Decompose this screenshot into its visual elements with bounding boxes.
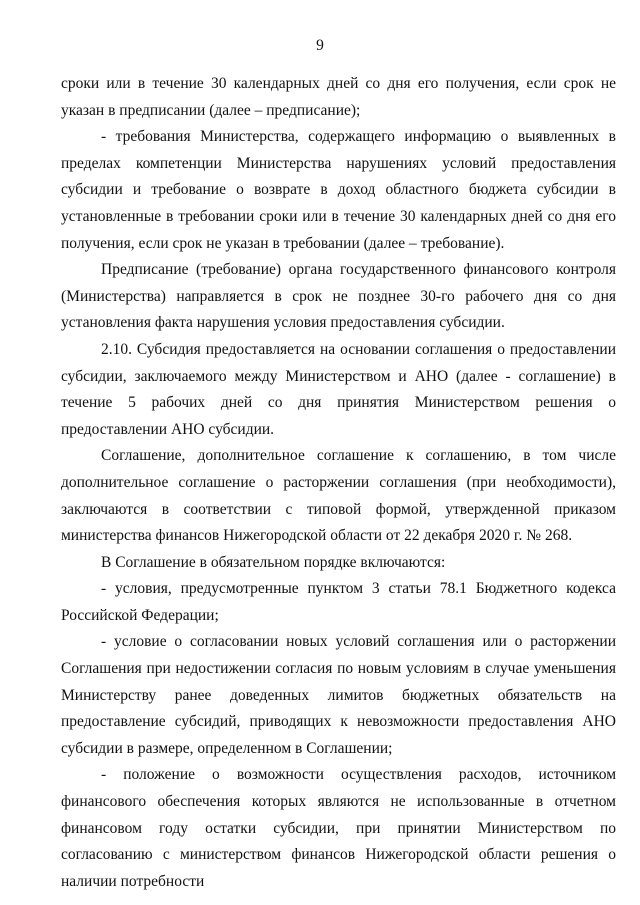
paragraph-ministry-requirement: - требования Министерства, содержащего информацию о выявленных в пределах компетенции Министерства нарушениях условий предоставления субсидии и требование о возврате в доход областного бюджета субсидии в установленные в требовании сроки или в течение 30 календарных дней со дня его получения, если срок не указан в требовании (далее – требование). — [61, 128, 616, 252]
paragraph-prescription: Предписание (требование) органа государственного финансового контроля (Министерства) направляется в срок не позднее 30-го рабочего дня со дня установления факта нарушения условия предоставления субсидии. — [61, 261, 616, 332]
list-item-conditions: - условия, предусмотренные пунктом 3 статьи 78.1 Бюджетного кодекса Российской Федерации; — [61, 580, 616, 624]
paragraph-continued: сроки или в течение 30 календарных дней со дня его получения, если срок не указан в предписании (далее – предписание); — [61, 75, 616, 119]
paragraph-agreement: Соглашение, дополнительное соглашение к соглашению, в том числе дополнительное соглашение о расторжении соглашения (при необходимости), заключаются в соответствии с типовой формой, утвержденной приказом министерства финансов Нижегородской области от 22 декабря 2020 г. № 268. — [61, 447, 616, 545]
paragraph-section-2-10: 2.10. Субсидия предоставляется на основании соглашения о предоставлении субсидии, заключаемого между Министерством и АНО (далее - соглашение) в течение 5 рабочих дней со дня принятия Министерством решения о предоставлении АНО субсидии. — [61, 340, 616, 438]
paragraph-mandatory-items: В Соглашение в обязательном порядке включаются: — [101, 553, 446, 571]
list-item-new-conditions: - условие о согласовании новых условий соглашения или о расторжении Соглашения при недостижении согласия по новым условиям в случае уменьшения Министерству ранее доведенных лимитов бюджетных обязательств на предоставление субсидий, приводящих к невозможности предоставления АНО субсидии в размере, определенном в Соглашении; — [61, 633, 616, 757]
document-body — [61, 71, 616, 895]
page-number: 9 — [316, 37, 324, 54]
list-item-expenses: - положение о возможности осуществления расходов, источником финансового обеспечения которых являются не использованные в отчетном финансовом году остатки субсидии, при принятии Министерством по согласованию с министерством финансов Нижегородской области решения о наличии потребности — [61, 766, 616, 890]
